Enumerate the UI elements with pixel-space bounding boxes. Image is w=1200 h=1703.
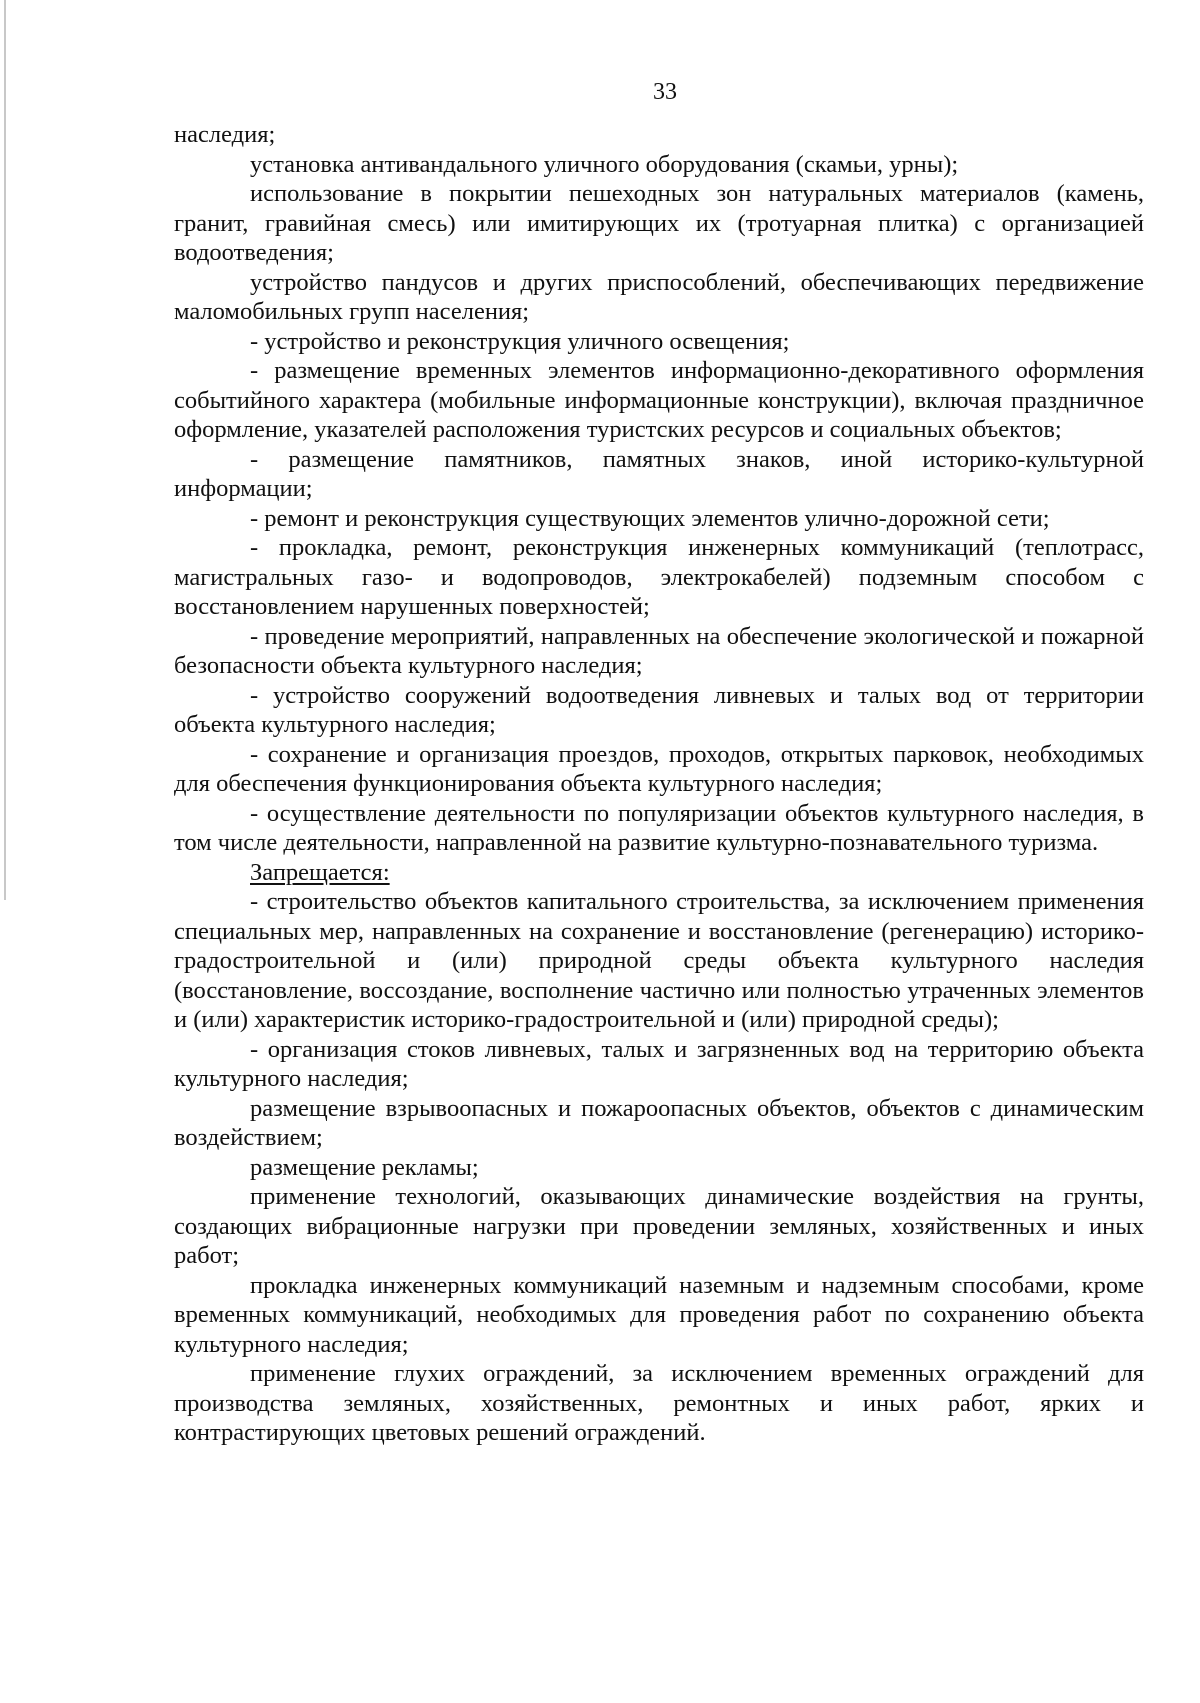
paragraph: применение глухих ограждений, за исключением временных ограждений для производства земляных, хозяйственных, ремонтных и иных работ, ярких и контрастирующих цветовых решений ограждений. bbox=[174, 1360, 1144, 1446]
paragraph: - устройство сооружений водоотведения ливневых и талых вод от территории объекта культурного наследия; bbox=[174, 681, 1144, 738]
paragraph: - осуществление деятельности по популяризации объектов культурного наследия, в том числе деятельности, направленной на развитие культурно-познавательного туризма. bbox=[174, 799, 1144, 856]
paragraph: - организация стоков ливневых, талых и загрязненных вод на территорию объекта культурного наследия; bbox=[174, 1035, 1144, 1092]
paragraph: - сохранение и организация проездов, проходов, открытых парковок, необходимых для обеспечения функционирования объекта культурного наследия; bbox=[174, 740, 1144, 797]
paragraph: - размещение памятников, памятных знаков, иной историко-культурной информации; bbox=[174, 445, 1144, 502]
paragraph: прокладка инженерных коммуникаций наземным и надземным способами, кроме временных коммуникаций, необходимых для проведения работ по сохранению объекта культурного наследия; bbox=[174, 1271, 1144, 1358]
paragraph: - строительство объектов капитального строительства, за исключением применения специальных мер, направленных на сохранение и восстановление (регенерацию) историко-градостроительной и (или) природной среды объекта культурного наследия (восстановление, воссоздание, восполнение частично или полностью утраченных элементов и (или) характеристик историко-градостроительной и (или) природной среды); bbox=[174, 888, 1144, 1033]
page-number: 33 bbox=[653, 79, 677, 105]
paragraph: - ремонт и реконструкция существующих элементов улично-дорожной сети; bbox=[250, 504, 1050, 532]
paragraph: установка антивандального уличного оборудования (скамьи, урны); bbox=[250, 150, 959, 178]
section-heading bbox=[174, 858, 1144, 888]
paragraph: - проведение мероприятий, направленных на обеспечение экологической и пожарной безопасности объекта культурного наследия; bbox=[174, 622, 1144, 679]
section-heading-text: Запрещается: bbox=[250, 858, 390, 886]
scan-edge-line bbox=[4, 0, 6, 900]
paragraph: размещение рекламы; bbox=[250, 1153, 479, 1181]
paragraph: размещение взрывоопасных и пожароопасных объектов, объектов с динамическим воздействием; bbox=[174, 1094, 1144, 1151]
paragraph: применение технологий, оказывающих динамические воздействия на грунты, создающих вибрационные нагрузки при проведении земляных, хозяйственных и иных работ; bbox=[174, 1183, 1144, 1269]
document-body bbox=[174, 120, 1144, 1448]
paragraph: использование в покрытии пешеходных зон натуральных материалов (камень, гранит, гравийная смесь) или имитирующих их (тротуарная плитка) с организацией водоотведения; bbox=[174, 180, 1144, 266]
paragraph: - прокладка, ремонт, реконструкция инженерных коммуникаций (теплотрасс, магистральных газо- и водопроводов, электрокабелей) подземным способом с восстановлением нарушенных поверхностей; bbox=[174, 534, 1144, 620]
paragraph: устройство пандусов и других приспособлений, обеспечивающих передвижение маломобильных групп населения; bbox=[174, 268, 1144, 325]
paragraph: - размещение временных элементов информационно-декоративного оформления событийного характера (мобильные информационные конструкции), включая праздничное оформление, указателей расположения туристских ресурсов и социальных объектов; bbox=[174, 357, 1144, 443]
paragraph: наследия; bbox=[174, 121, 276, 148]
paragraph: - устройство и реконструкция уличного освещения; bbox=[250, 327, 790, 355]
